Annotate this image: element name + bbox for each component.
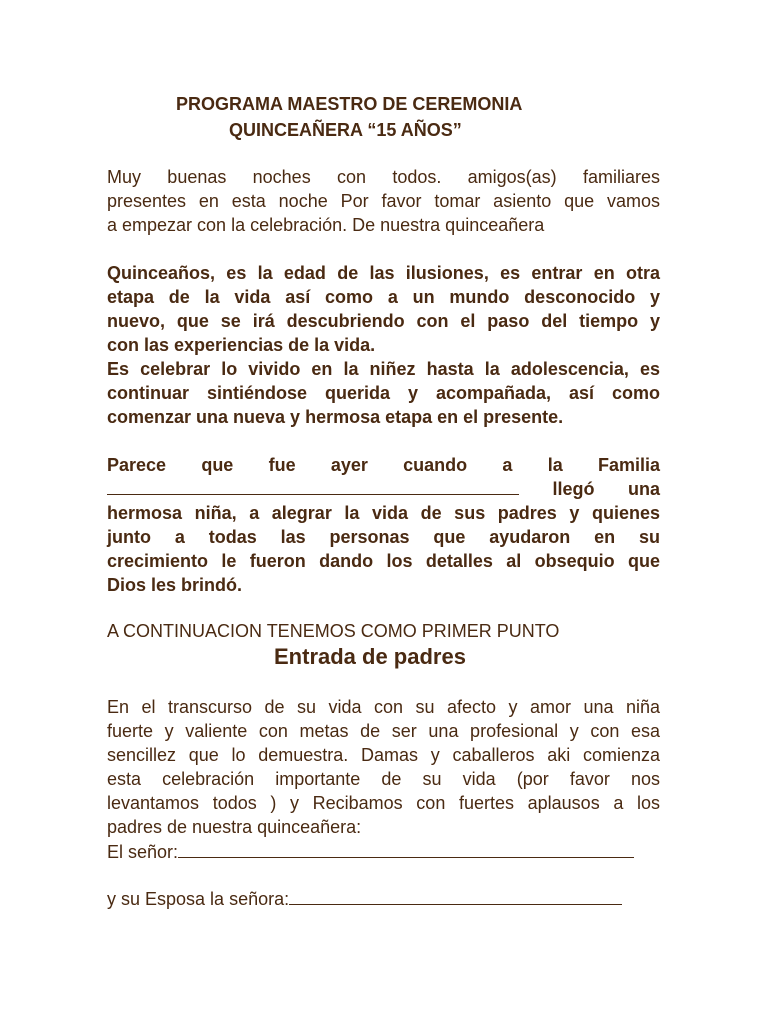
transcurso-line: fuerte y valiente con metas de ser una profesional y con esa — [107, 721, 660, 741]
section-heading: Entrada de padres — [274, 644, 466, 669]
quinceanos-line: Es celebrar lo vivido en la niñez hasta la adolescencia, es — [107, 359, 660, 379]
parece-line: crecimiento le fueron dando los detalles al obsequio que — [107, 551, 660, 571]
quinceanos-line: Quinceaños, es la edad de las ilusiones, es entrar en otra — [107, 263, 660, 283]
transcurso-line: sencillez que lo demuestra. Damas y caballeros aki comienza — [107, 745, 660, 765]
parece-blank-line — [107, 477, 660, 501]
parece-line: hermosa niña, a alegrar la vida de sus padres y quienes — [107, 503, 660, 523]
quinceanos-paragraph — [107, 261, 660, 429]
quinceanos-line: etapa de la vida así como a un mundo desconocido y — [107, 287, 660, 307]
transcurso-line: padres de nuestra quinceañera: — [107, 817, 362, 837]
esposa-blank — [289, 887, 622, 905]
senor-row — [107, 840, 634, 864]
esposa-label: y su Esposa la señora: — [107, 889, 290, 909]
quinceanos-line: continuar sintiéndose querida y acompañada, así como — [107, 383, 660, 403]
document-subtitle: QUINCEAÑERA “15 AÑOS” — [229, 120, 462, 140]
parece-line: junto a todas las personas que ayudaron en su — [107, 527, 660, 547]
transcurso-line: levantamos todos ) y Recibamos con fuertes aplausos a los — [107, 793, 660, 813]
parece-line: Parece que fue ayer cuando a la Familia — [107, 455, 660, 475]
intro-line: presentes en esta noche Por favor tomar asiento que vamos — [107, 191, 660, 211]
intro-paragraph — [107, 165, 660, 237]
transcurso-paragraph — [107, 695, 660, 839]
parece-paragraph — [107, 453, 660, 597]
document-title: PROGRAMA MAESTRO DE CEREMONIA — [176, 94, 523, 114]
senor-label: El señor: — [107, 842, 179, 862]
senor-blank — [178, 840, 634, 858]
quinceanos-line: comenzar una nueva y hermosa etapa en el presente. — [107, 407, 564, 427]
quinceanos-line: con las experiencias de la vida. — [107, 335, 376, 355]
parece-line-tail: llegó una — [552, 479, 660, 499]
continuacion-text: A CONTINUACION TENEMOS COMO PRIMER PUNTO — [107, 621, 560, 641]
transcurso-line: esta celebración importante de su vida (por favor nos — [107, 769, 660, 789]
quinceanos-line: nuevo, que se irá descubriendo con el paso del tiempo y — [107, 311, 660, 331]
parece-line: Dios les brindó. — [107, 575, 243, 595]
esposa-row — [107, 887, 622, 911]
familia-blank — [107, 477, 519, 495]
transcurso-line: En el transcurso de su vida con su afecto y amor una niña — [107, 697, 660, 717]
intro-line: a empezar con la celebración. De nuestra quinceañera — [107, 215, 545, 235]
intro-line: Muy buenas noches con todos. amigos(as) familiares — [107, 167, 660, 187]
